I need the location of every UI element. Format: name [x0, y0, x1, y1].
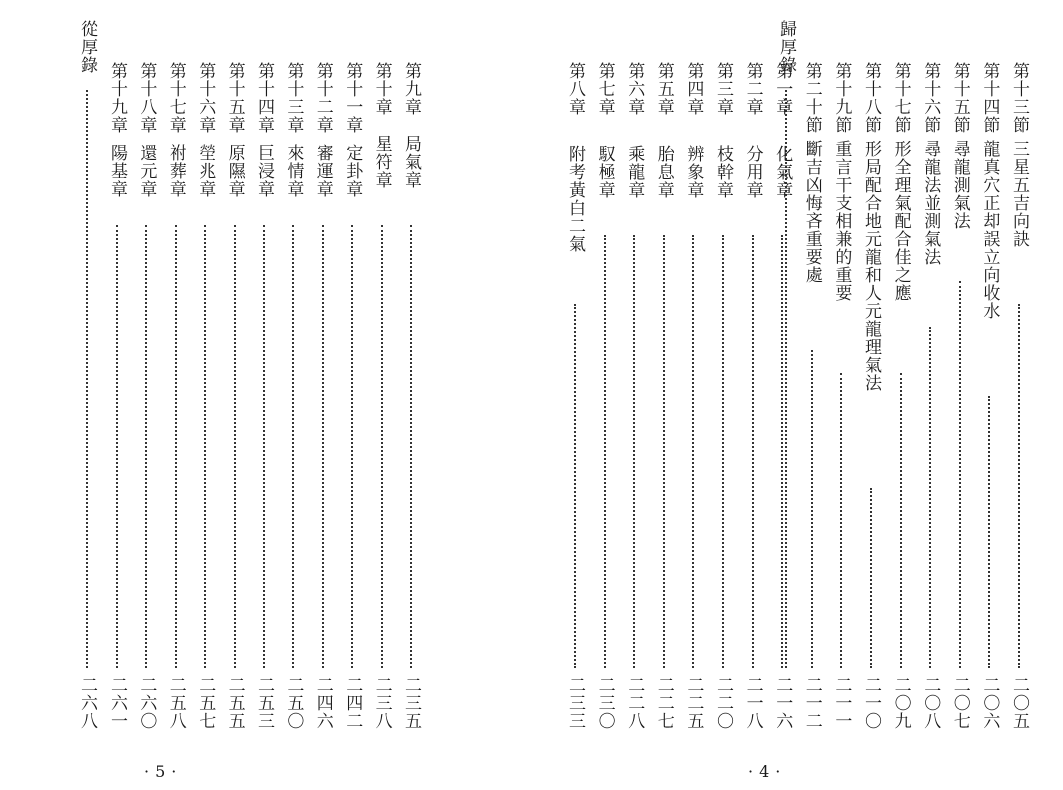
entry-title: 辨象章	[683, 145, 704, 199]
page-number: 二四二	[342, 676, 363, 730]
entry-title: 星符章	[371, 135, 392, 189]
entry-title: 形全理氣配合佳之應	[890, 140, 911, 302]
toc-entry[interactable]	[653, 62, 675, 199]
leader-dots	[116, 225, 120, 668]
page-folio: ·4·	[748, 762, 787, 781]
page-number: 二三三	[565, 676, 585, 730]
leader-dots	[381, 225, 385, 668]
page-number: 二三八	[371, 676, 392, 730]
entry-title: 局氣章	[401, 135, 421, 189]
entry-label: 第十六章	[195, 62, 216, 134]
entry-label: 第十六節	[920, 62, 941, 134]
entry-label: 第二十節	[801, 62, 822, 134]
section-title: 從厚錄	[77, 20, 97, 74]
entry-label: 第十二章	[312, 62, 333, 134]
page-number: 二一二	[801, 676, 822, 730]
leader-dots	[929, 327, 933, 668]
page-number: 二〇七	[949, 676, 970, 730]
entry-label: 第十九章	[107, 62, 127, 134]
toc-entry[interactable]	[830, 62, 852, 302]
entry-label: 第九章	[401, 62, 421, 116]
leader-dots	[840, 373, 844, 668]
page-number: 二二八	[624, 676, 645, 730]
entry-title: 定卦章	[342, 144, 363, 198]
entry-title: 斷吉凶悔吝重要處	[801, 140, 822, 284]
entry-label: 第十九節	[831, 62, 852, 134]
entry-label: 第十三章	[283, 62, 304, 134]
leader-dots	[604, 235, 608, 668]
entry-title: 巨浸章	[254, 144, 274, 198]
page-number: 二六〇	[136, 676, 157, 730]
entry-title: 審運章	[312, 144, 333, 198]
leader-dots	[204, 225, 208, 668]
page-number: 二〇五	[1009, 676, 1029, 730]
toc-entry[interactable]	[282, 62, 304, 198]
toc-entry[interactable]	[135, 62, 157, 198]
leader-dots	[811, 350, 815, 668]
toc-entry[interactable]	[371, 62, 393, 189]
toc-entry[interactable]	[712, 62, 734, 199]
leader-dots	[633, 235, 637, 668]
leader-dots	[574, 304, 578, 668]
leader-dots	[145, 225, 149, 668]
entry-title: 陽基章	[107, 144, 127, 198]
toc-entry[interactable]	[1008, 62, 1030, 248]
page-number: 二一〇	[861, 676, 881, 730]
entry-label: 第十五節	[949, 62, 970, 134]
leader-dots	[175, 225, 179, 668]
toc-entry[interactable]	[682, 62, 704, 199]
toc-entry[interactable]	[312, 62, 334, 198]
entry-title: 重言干支相兼的重要	[831, 140, 852, 302]
entry-label: 第四章	[683, 62, 704, 116]
entry-label: 第七章	[594, 62, 615, 116]
entry-title: 形局配合地元龍和人元龍理氣法	[861, 140, 881, 392]
leader-dots	[692, 235, 696, 668]
toc-entry[interactable]	[860, 62, 882, 392]
page-number: 二〇六	[979, 676, 1000, 730]
entry-label: 第一章	[772, 62, 793, 116]
page-number: 二一一	[831, 676, 852, 730]
leader-dots	[722, 235, 726, 668]
entry-title: 祔葬章	[165, 144, 186, 198]
leader-dots	[988, 396, 992, 668]
entry-title: 附考黃白二氣	[565, 145, 585, 253]
page-number: 二五八	[165, 676, 186, 730]
entry-title: 塋兆章	[195, 144, 216, 198]
page-number: 二四六	[312, 676, 333, 730]
toc-entry[interactable]	[400, 62, 422, 189]
toc-entry[interactable]	[564, 62, 586, 253]
leader-dots	[1018, 304, 1022, 668]
entry-title: 化氣章	[772, 145, 793, 199]
entry-title: 尋龍法並測氣法	[920, 140, 941, 266]
toc-entry[interactable]	[224, 62, 246, 198]
entry-title: 分用章	[742, 145, 763, 199]
toc-entry[interactable]	[106, 62, 128, 198]
entry-title: 龍真穴正却誤立向收水	[979, 140, 1000, 320]
leader-dots	[263, 225, 267, 668]
entry-title: 尋龍測氣法	[949, 140, 970, 230]
page-number: 二五〇	[283, 676, 304, 730]
toc-entry[interactable]	[594, 62, 616, 199]
toc-entry[interactable]	[890, 62, 912, 302]
toc-entry[interactable]	[949, 62, 971, 230]
leader-dots	[322, 225, 326, 668]
leader-dots	[351, 225, 355, 668]
page-number: 二二〇	[713, 676, 733, 730]
toc-entry[interactable]	[253, 62, 275, 198]
entry-label: 第十八章	[136, 62, 157, 134]
entry-label: 第三章	[713, 62, 733, 116]
toc-entry[interactable]	[623, 62, 645, 199]
leader-dots	[234, 225, 238, 668]
page-number: 二二五	[683, 676, 704, 730]
entry-title: 還元章	[136, 144, 157, 198]
entry-label: 第十四章	[254, 62, 274, 134]
entry-label: 第十四節	[979, 62, 1000, 134]
entry-title: 原隰章	[224, 144, 245, 198]
page-number: 二五五	[224, 676, 245, 730]
toc-entry[interactable]	[742, 62, 764, 199]
entry-title: 枝幹章	[713, 145, 733, 199]
toc-entry[interactable]	[194, 62, 216, 198]
entry-label: 第五章	[653, 62, 674, 116]
entry-label: 第六章	[624, 62, 645, 116]
entry-title: 三星五吉向訣	[1009, 140, 1029, 248]
entry-title: 乘龍章	[624, 145, 645, 199]
leader-dots	[752, 235, 756, 668]
toc-entry[interactable]	[771, 62, 793, 199]
entry-label: 第八章	[565, 62, 585, 116]
leader-dots	[781, 235, 785, 668]
entry-label: 第十五章	[224, 62, 245, 134]
toc-entry[interactable]	[801, 62, 823, 284]
leader-dots	[900, 373, 904, 668]
toc-entry[interactable]	[919, 62, 941, 266]
page-number: 二一六	[772, 676, 793, 730]
page-number: 二二七	[653, 676, 674, 730]
page-number: 二〇八	[920, 676, 941, 730]
page-number: 二五三	[254, 676, 274, 730]
entry-label: 第十七章	[165, 62, 186, 134]
page-number: 二一八	[742, 676, 763, 730]
entry-label: 第十七節	[890, 62, 911, 134]
page-number: 二三五	[401, 676, 421, 730]
page-number: 二六八	[77, 676, 97, 730]
section-title: 歸厚錄	[776, 20, 796, 74]
leader-dots	[663, 235, 667, 668]
page-number: 二三〇	[594, 676, 615, 730]
toc-entry[interactable]	[165, 62, 187, 198]
page-number: 二六一	[107, 676, 127, 730]
leader-dots	[292, 225, 296, 668]
entry-title: 來情章	[283, 144, 304, 198]
entry-label: 第十章	[371, 62, 392, 116]
toc-entry[interactable]	[341, 62, 363, 198]
page-folio: ·5·	[144, 762, 183, 781]
leader-dots	[86, 90, 90, 668]
leader-dots	[870, 488, 874, 668]
leader-dots	[959, 281, 963, 668]
entry-label: 第二章	[742, 62, 763, 116]
entry-label: 第十八節	[861, 62, 881, 134]
entry-title: 胎息章	[653, 145, 674, 199]
toc-entry[interactable]	[978, 62, 1000, 320]
entry-label: 第十三節	[1009, 62, 1029, 134]
entry-title: 馭極章	[594, 145, 615, 199]
page-number: 二〇九	[890, 676, 911, 730]
leader-dots	[410, 225, 414, 668]
page-number: 二五七	[195, 676, 216, 730]
entry-label: 第十一章	[342, 62, 363, 134]
